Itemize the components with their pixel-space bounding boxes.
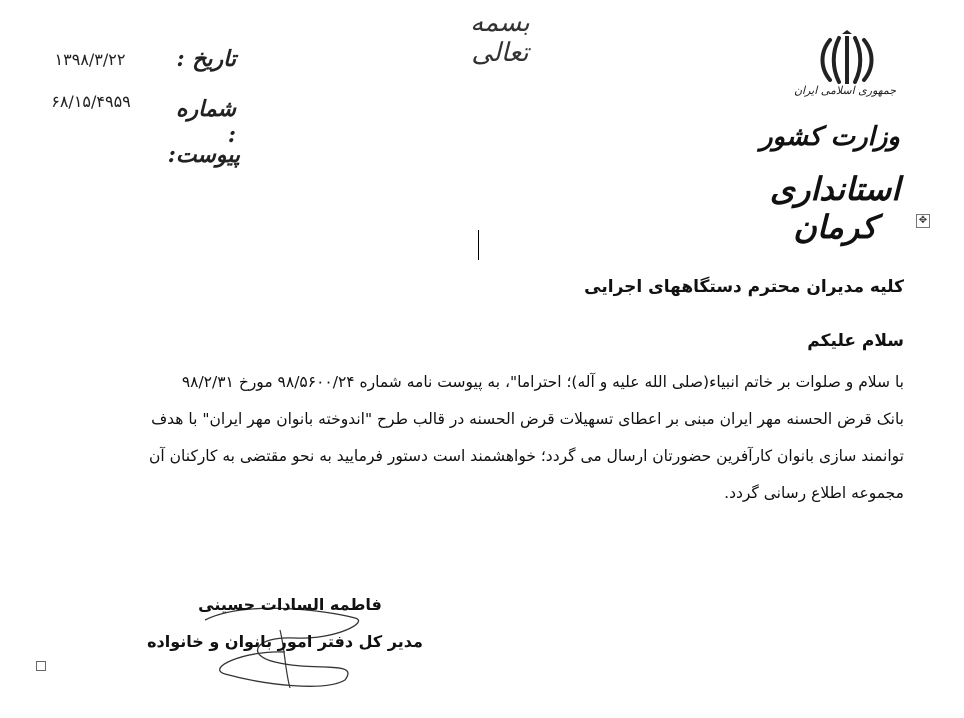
letter-body <box>52 364 904 512</box>
province-label: استانداری کرمان <box>769 170 901 246</box>
body-line: بانک قرض الحسنه مهر ایران مبنی بر اعطای تسهیلات قرض الحسنه در قالب طرح "اندوخته بانوان مهر ایران" با هدف <box>151 410 904 428</box>
body-line: مجموعه اطلاع رسانی گردد. <box>724 484 904 502</box>
greeting-line: سلام علیکم <box>807 331 904 351</box>
anchor-box <box>36 661 46 671</box>
number-value: ۶۸/۱۵/۴۹۵۹ <box>51 92 131 111</box>
move-handle-icon[interactable]: ✥ <box>916 214 930 228</box>
signatory-title: مدیر کل دفتر امور بانوان و خانواده <box>147 632 423 651</box>
body-line: با سلام و صلوات بر خاتم انبیاء(صلی الله علیه و آله)؛ احتراما"، به پیوست نامه شماره ۹۸/۵۶۰۰/۲۴ مورخ ۹۸/۲/۳۱ <box>181 373 904 391</box>
attachment-label: پیوست: <box>167 142 240 168</box>
republic-label: جمهوری اسلامی ایران <box>793 84 897 97</box>
date-value: ۱۳۹۸/۳/۲۲ <box>54 50 126 69</box>
signatory-name: فاطمه السادات حسینی <box>198 595 382 614</box>
iran-emblem-icon <box>812 30 882 90</box>
date-label: تاریخ : <box>176 46 236 72</box>
text-cursor <box>478 230 479 260</box>
body-line: توانمند سازی بانوان کارآفرین حضورتان ارسال می گردد؛ خواهشمند است دستور فرمایید به نحو مقتضی به کارکنان آن <box>149 447 904 465</box>
bismillah-header: بسمه تعالی <box>470 8 530 68</box>
number-label: شماره : <box>175 96 236 148</box>
ministry-label: وزارت کشور <box>760 122 900 152</box>
recipient-line: کلیه مدیران محترم دستگاههای اجرایی <box>584 277 904 297</box>
